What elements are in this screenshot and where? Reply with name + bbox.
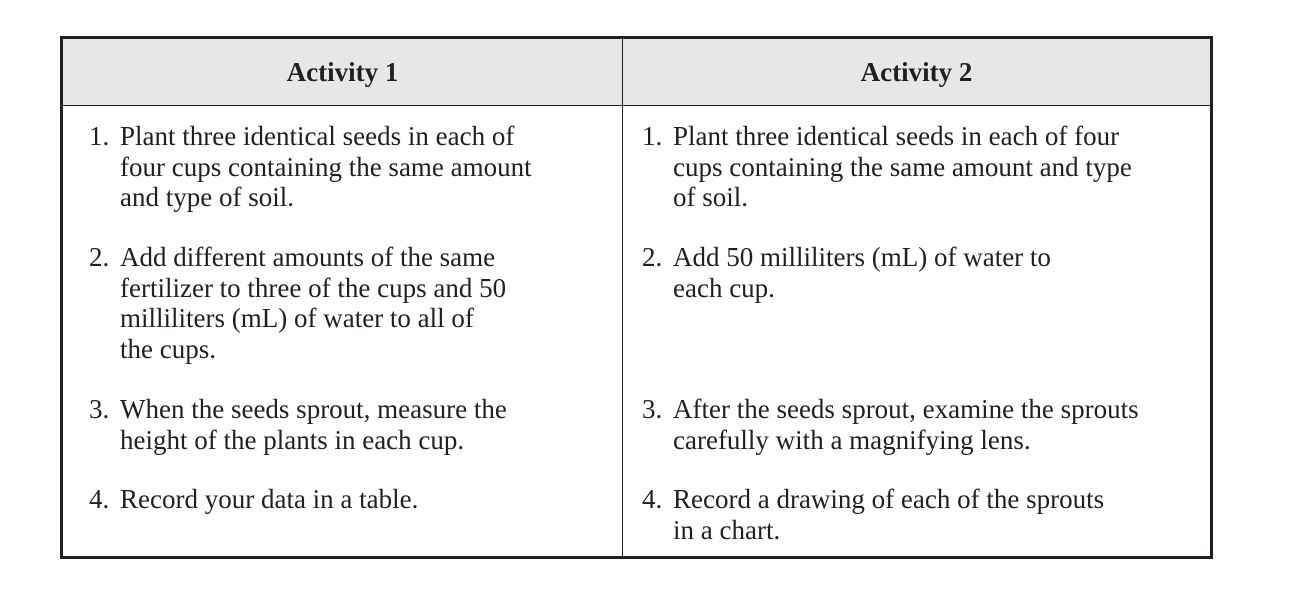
step-text-line: milliliters (mL) of water to all of xyxy=(120,303,474,333)
step-text-line: Add different amounts of the same xyxy=(120,242,496,272)
step-text-line: Plant three identical seeds in each of xyxy=(120,121,515,151)
step-number: 2. xyxy=(642,242,663,272)
step-number: 3. xyxy=(642,394,663,424)
activity-1-heading: Activity 1 xyxy=(63,39,623,105)
step-text-line: Record a drawing of each of the sprouts xyxy=(673,484,1105,514)
step-text-line: and type of soil. xyxy=(120,182,294,212)
step-text-line: When the seeds sprout, measure the xyxy=(120,394,507,424)
step-text-line: carefully with a magnifying lens. xyxy=(673,424,1031,455)
activity-table xyxy=(60,36,1213,559)
step-number: 2. xyxy=(89,242,110,272)
header-row xyxy=(63,39,1210,106)
step-text-line: in a chart. xyxy=(673,514,781,545)
step-text-line: of soil. xyxy=(673,182,749,212)
step-text-line: the cups. xyxy=(120,333,216,364)
step-text-line: each cup. xyxy=(673,272,775,303)
step-number: 4. xyxy=(89,484,110,514)
step-number: 4. xyxy=(642,484,663,514)
activity-2-heading: Activity 2 xyxy=(860,56,973,87)
step-number: 3. xyxy=(89,394,110,424)
step-text-line: Plant three identical seeds in each of four xyxy=(673,121,1120,151)
step-text-line: height of the plants in each cup. xyxy=(120,424,465,455)
step-text-line: After the seeds sprout, examine the sprouts xyxy=(673,394,1139,424)
activity-1-steps xyxy=(63,106,623,556)
step-number: 1. xyxy=(642,121,663,151)
step-text-line: fertilizer to three of the cups and 50 xyxy=(120,272,507,303)
step-number: 1. xyxy=(89,121,110,151)
step-text-line: Add 50 milliliters (mL) of water to xyxy=(673,242,1051,272)
step-text-line: four cups containing the same amount xyxy=(120,151,532,182)
steps-row xyxy=(63,106,1210,556)
step-text-line: Record your data in a table. xyxy=(120,484,419,514)
step-text-line: cups containing the same amount and type xyxy=(673,151,1132,182)
activity-2-steps xyxy=(623,106,1210,556)
